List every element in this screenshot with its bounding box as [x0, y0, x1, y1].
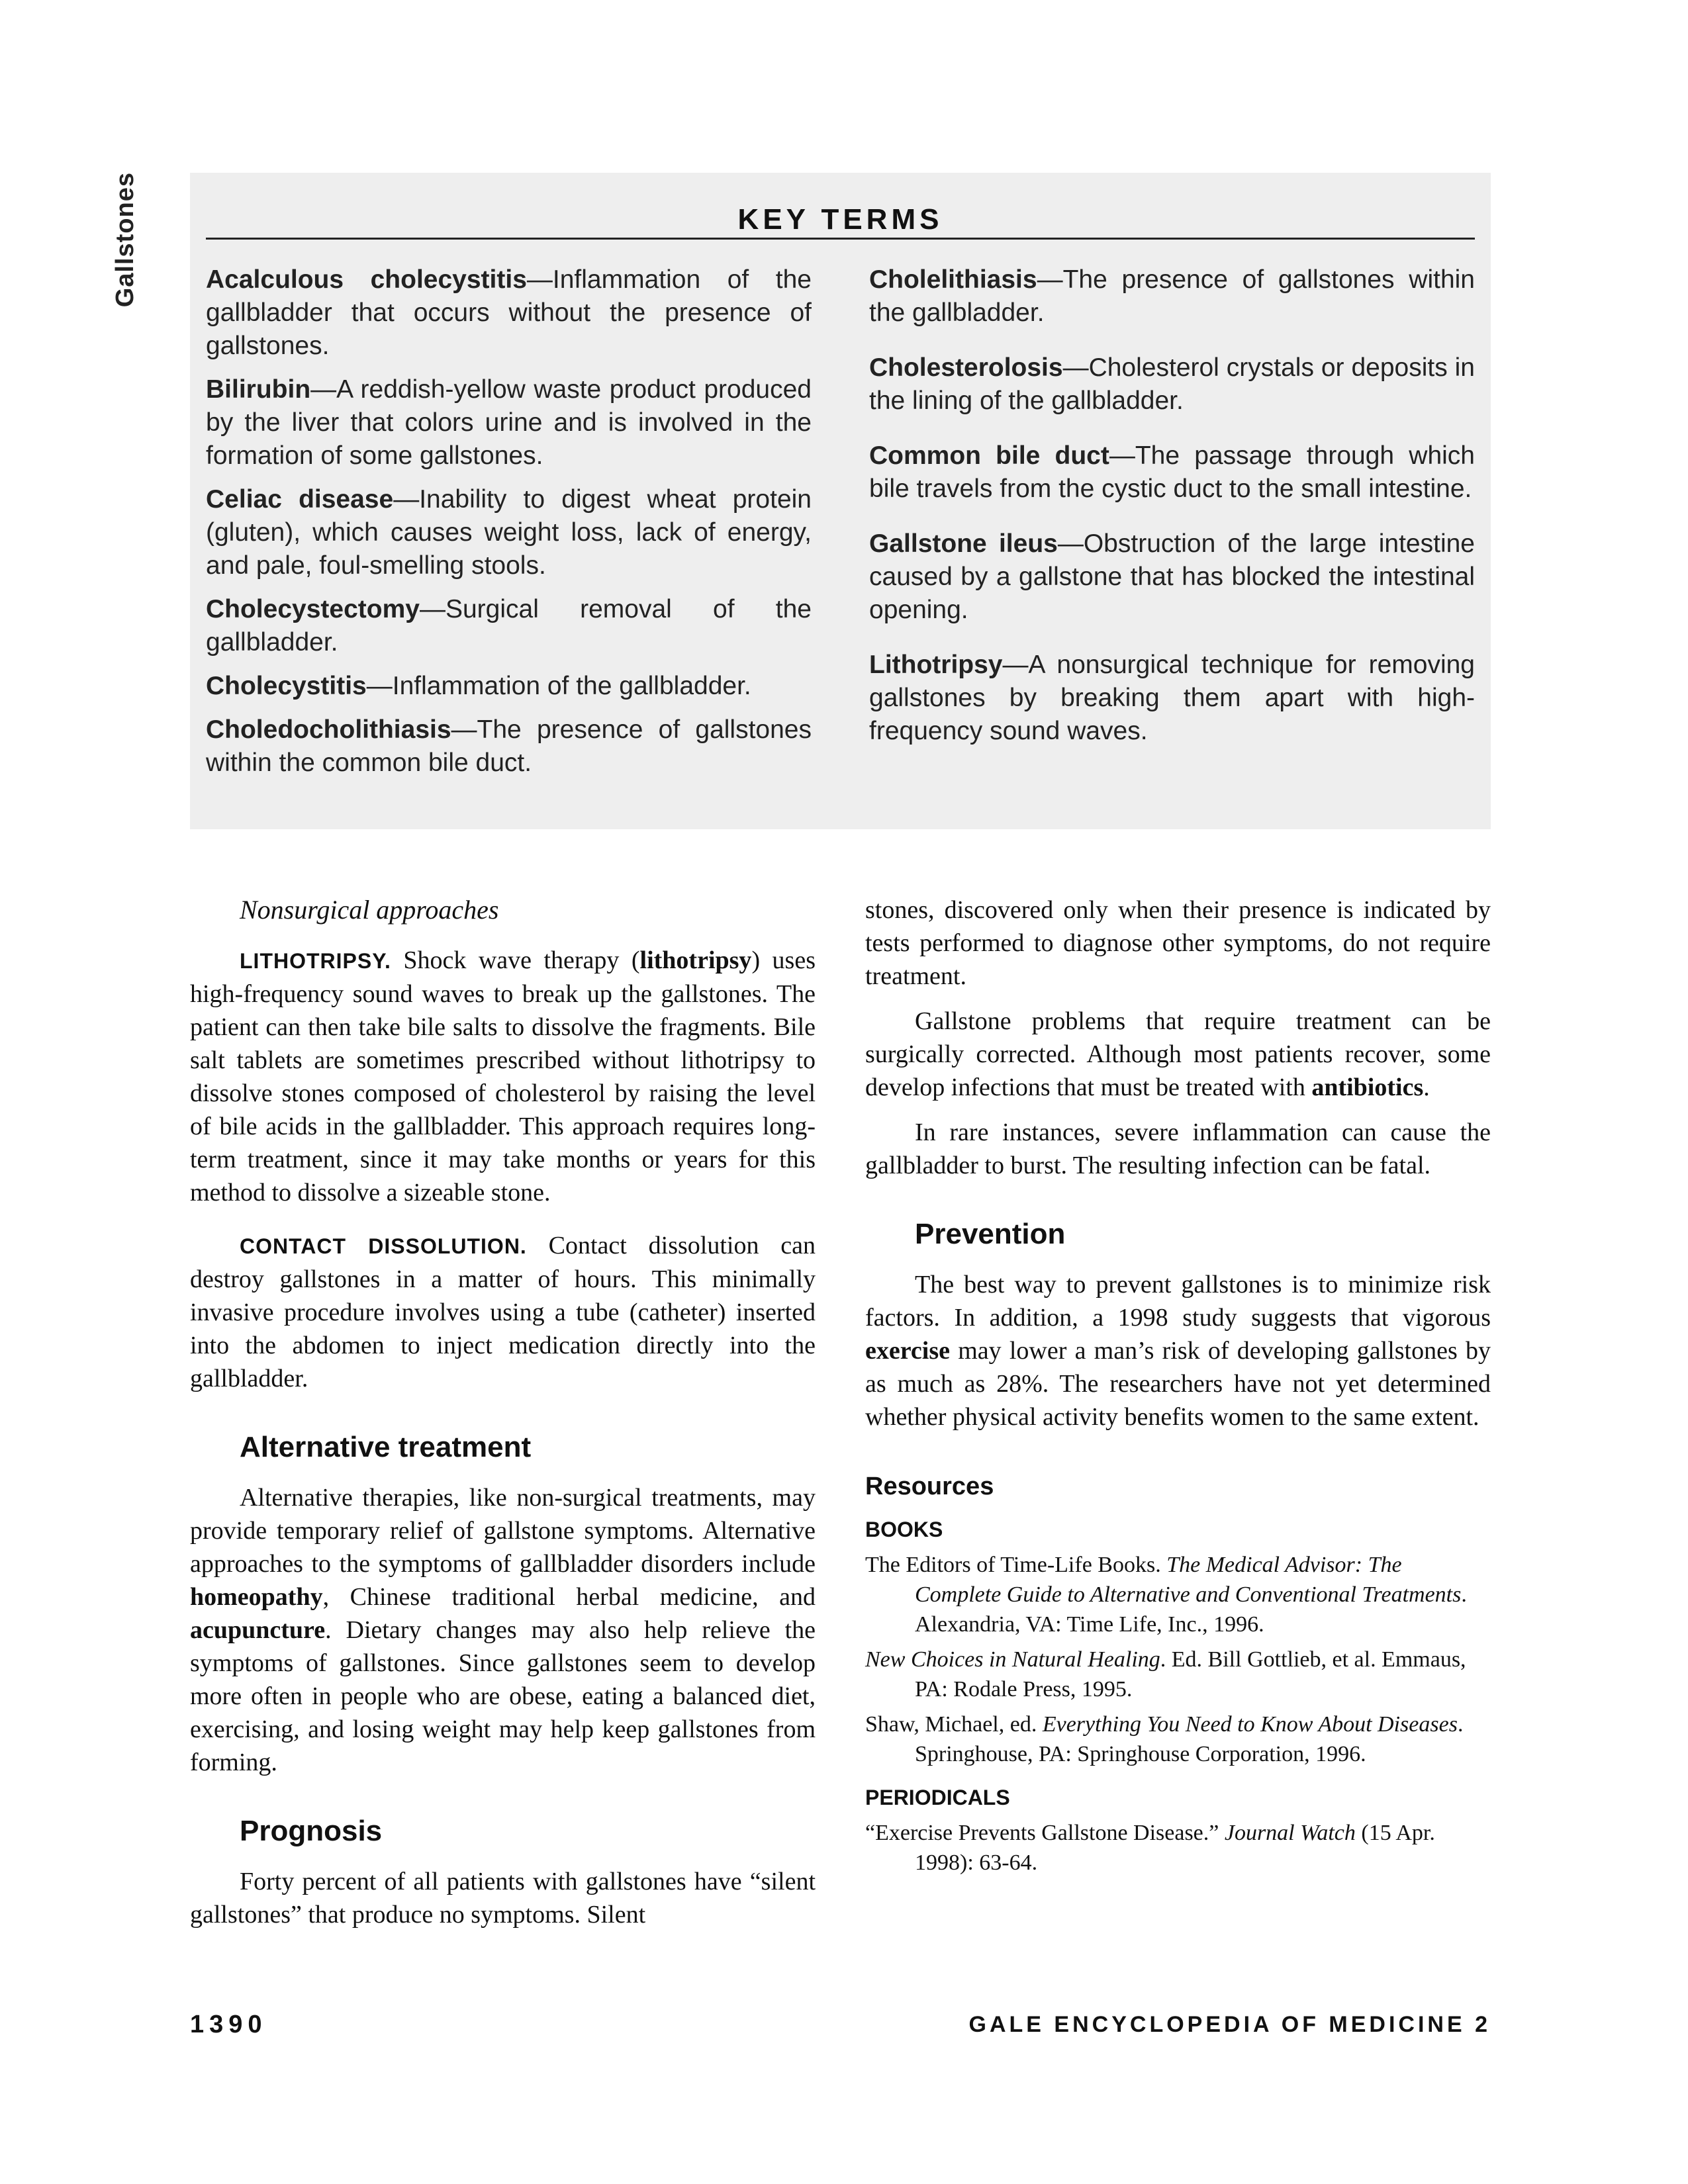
text-run: . Alexandria, VA: Time Life, Inc., 1996.: [915, 1582, 1467, 1637]
key-term: Common bile duct: [869, 441, 1109, 470]
alternative-treatment-paragraph: [190, 1481, 816, 1779]
key-term-definition: —Inflammation of the gallbladder.: [366, 672, 751, 700]
key-terms-right-column: [869, 263, 1475, 790]
key-term: Cholesterolosis: [869, 353, 1063, 382]
key-term-entry: [206, 670, 812, 703]
key-term-definition: —Surgical removal of the gallbladder.: [206, 595, 812, 657]
reference-title: New Choices in Natural Healing: [865, 1647, 1160, 1672]
key-term-definition: —Inability to digest wheat protein (gluten), which causes weight loss, lack of energy, and pale, foul-smelling stools.: [206, 485, 812, 580]
surgical-correction-paragraph: [865, 1005, 1491, 1104]
reference-title: Journal Watch: [1224, 1821, 1356, 1845]
text-run: ) uses high-frequency sound waves to break up the gallstones. The patient can then take bile salts to dissolve the fragments. Bile salt tablets are sometimes prescribed without lithotripsy to dissolve stones composed of cholesterol by raising the level of bile acids in the gallbladder. This approach requires long-term treatment, since it may take months or years for this method to dissolve a sizeable stone.: [190, 946, 816, 1206]
key-terms-box: [190, 173, 1491, 829]
key-term: Cholecystitis: [206, 672, 367, 700]
bold-term: homeopathy: [190, 1583, 323, 1611]
text-run: The Editors of Time-Life Books.: [865, 1553, 1167, 1577]
key-term-entry: [869, 263, 1475, 330]
nonsurgical-approaches-heading: Nonsurgical approaches: [240, 895, 499, 925]
text-run: . Ed. Bill Gottlieb, et al. Emmaus, PA: Rodale Press, 1995.: [915, 1647, 1466, 1702]
bold-term: lithotripsy: [639, 946, 752, 974]
books-heading: BOOKS: [865, 1518, 943, 1541]
key-term-entry: [869, 527, 1475, 627]
reference-entry: [865, 1709, 1491, 1769]
publication-title: GALE ENCYCLOPEDIA OF MEDICINE 2: [968, 2012, 1491, 2037]
contact-dissolution-paragraph: [190, 1229, 816, 1395]
key-term: Cholelithiasis: [869, 265, 1037, 294]
bold-term: acupuncture: [190, 1616, 326, 1644]
reference-title: Everything You Need to Know About Diseases: [1042, 1712, 1458, 1737]
key-term-definition: —Cholesterol crystals or deposits in the lining of the gallbladder.: [869, 353, 1475, 415]
rare-instances-paragraph: In rare instances, severe inflammation can cause the gallbladder to burst. The resulting infection can be fatal.: [865, 1118, 1491, 1179]
text-run: (15 Apr. 1998): 63-64.: [915, 1821, 1435, 1875]
prevention-paragraph: [865, 1268, 1491, 1433]
periodicals-heading: PERIODICALS: [865, 1786, 1010, 1809]
key-term: Bilirubin: [206, 375, 311, 404]
text-run: Shock wave therapy (: [391, 946, 640, 974]
page-number: 1390: [190, 2011, 267, 2038]
text-run: , Chinese traditional herbal medicine, and: [322, 1583, 816, 1611]
side-tab-label: Gallstones: [111, 172, 139, 308]
key-term-definition: —Obstruction of the large intestine caused by a gallstone that has blocked the intestinal opening.: [869, 529, 1476, 624]
key-term: Cholecystectomy: [206, 595, 420, 623]
key-term-entry: [869, 649, 1475, 748]
key-term-definition: —A nonsurgical technique for removing gallstones by breaking them apart with high-frequency sound waves.: [869, 651, 1475, 745]
text-run: Gallstone problems that require treatment can be surgically corrected. Although most patients recover, some develop infections that must be treated with: [865, 1007, 1491, 1101]
text-run: The best way to prevent gallstones is to minimize risk factors. In addition, a 1998 study suggests that vigorous: [865, 1271, 1491, 1332]
key-terms-title: KEY TERMS: [206, 203, 1475, 240]
text-run: . Dietary changes may also help relieve the symptoms of gallstones. Since gallstones seem to develop more often in people who are obese, eating a balanced diet, exercising, and losing weight may help keep gallstones from forming.: [190, 1616, 816, 1776]
text-run: Alternative therapies, like non-surgical treatments, may provide temporary relief of gallstone symptoms. Alternative approaches to the symptoms of gallbladder disorders include: [190, 1484, 816, 1578]
key-term-entry: [206, 483, 812, 582]
key-term-definition: —The presence of gallstones within the gallbladder.: [869, 265, 1475, 327]
key-term-definition: —The passage through which bile travels from the cystic duct to the small intestine.: [869, 441, 1475, 503]
reference-title: The Medical Advisor: The Complete Guide to Alternative and Conventional Treatments: [915, 1553, 1462, 1607]
key-term-entry: [206, 593, 812, 659]
key-term-definition: —The presence of gallstones within the common bile duct.: [206, 715, 812, 777]
key-term-entry: [206, 373, 812, 473]
text-run: Contact dissolution can destroy gallstones in a matter of hours. This minimally invasive procedure involves using a tube (catheter) inserted into the abdomen to inject medication directly into the gallbladder.: [190, 1232, 816, 1392]
key-term-entry: [206, 713, 812, 780]
key-term: Celiac disease: [206, 485, 394, 514]
text-run: . Springhouse, PA: Springhouse Corporation, 1996.: [915, 1712, 1464, 1766]
key-term-entry: [869, 439, 1475, 506]
key-term-entry: [869, 351, 1475, 418]
key-term-entry: [206, 263, 812, 363]
reference-entry: [865, 1645, 1491, 1704]
resources-heading: Resources: [865, 1473, 994, 1500]
key-term: Gallstone ileus: [869, 529, 1058, 558]
bold-term: antibiotics: [1311, 1073, 1424, 1101]
key-term-definition: —A reddish-yellow waste product produced by the liver that colors urine and is involved in the formation of some gallstones.: [206, 375, 812, 470]
left-text-column: [190, 893, 816, 1943]
contact-dissolution-lead: CONTACT DISSOLUTION.: [240, 1234, 527, 1258]
key-term: Choledocholithiasis: [206, 715, 451, 744]
alternative-treatment-heading: Alternative treatment: [240, 1431, 532, 1463]
key-term: Lithotripsy: [869, 651, 1003, 679]
reference-entry: [865, 1550, 1491, 1639]
key-term-definition: —Inflammation of the gallbladder that occurs without the presence of gallstones.: [206, 265, 812, 360]
key-term: Acalculous cholecystitis: [206, 265, 527, 294]
lithotripsy-lead: LITHOTRIPSY.: [240, 949, 391, 973]
lithotripsy-paragraph: [190, 944, 816, 1209]
bold-term: exercise: [865, 1337, 950, 1365]
text-run: Shaw, Michael, ed.: [865, 1712, 1043, 1737]
prognosis-heading: Prognosis: [240, 1815, 383, 1847]
reference-entry: [865, 1818, 1491, 1878]
prognosis-continued-paragraph: stones, discovered only when their presence is indicated by tests performed to diagnose other symptoms, do not require treatment.: [865, 896, 1491, 990]
prevention-heading: Prevention: [915, 1218, 1066, 1250]
text-run: may lower a man’s risk of developing gallstones by as much as 28%. The researchers have not yet determined whether physical activity benefits women to the same extent.: [865, 1337, 1491, 1431]
text-run: .: [1423, 1073, 1430, 1101]
text-run: “Exercise Prevents Gallstone Disease.”: [865, 1821, 1225, 1845]
prognosis-paragraph: Forty percent of all patients with gallstones have “silent gallstones” that produce no symptoms. Silent: [190, 1868, 816, 1929]
key-terms-left-column: [206, 263, 812, 790]
right-text-column: [865, 893, 1491, 1943]
